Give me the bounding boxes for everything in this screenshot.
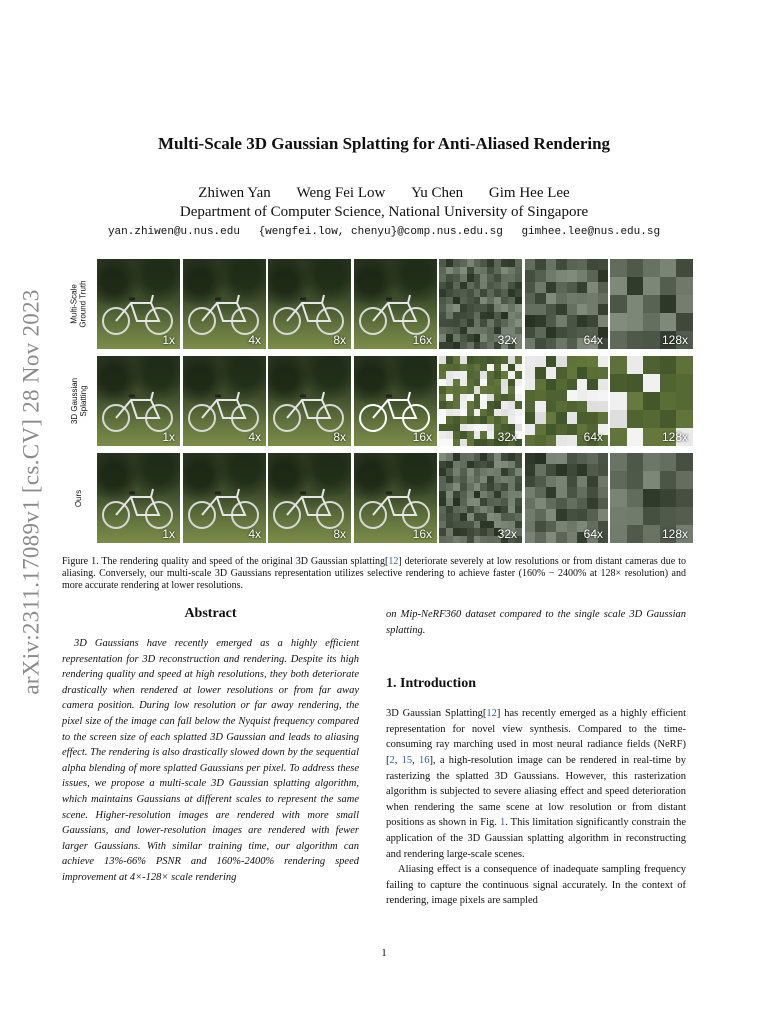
figure-tile	[439, 259, 522, 349]
scale-label: 16x	[412, 333, 432, 347]
citation-link[interactable]: 16	[419, 754, 430, 766]
abstract-heading: Abstract	[184, 606, 237, 621]
scale-label: 1x	[162, 333, 175, 347]
figure-tile	[268, 259, 351, 349]
figure-tile	[525, 453, 608, 543]
citation-link[interactable]: 12	[486, 708, 497, 720]
author: Weng Fei Low	[296, 185, 386, 201]
figure-tile	[610, 356, 693, 446]
left-column	[62, 606, 359, 886]
bicycle-graphic	[272, 483, 346, 531]
figure-tile	[183, 453, 266, 543]
page-number: 1	[381, 947, 387, 959]
bicycle-graphic	[187, 289, 261, 337]
figure-tile	[268, 356, 351, 446]
arxiv-stamp	[14, 262, 50, 722]
figure-tile	[525, 259, 608, 349]
scale-label: 32x	[497, 333, 517, 347]
scale-label: 16x	[412, 527, 432, 541]
citation-link[interactable]: 2	[389, 754, 395, 766]
paper-title: Multi-Scale 3D Gaussian Splatting for Anti-Aliased Rendering	[157, 134, 611, 153]
author: Yu Chen	[411, 185, 464, 201]
row-label-ground-truth	[64, 259, 94, 349]
scale-label: 4x	[248, 333, 261, 347]
text-run: . This limitation significantly constrain the application of the 3D Gaussian splatting algorithm in reconstructing and rendering large-scale scenes.	[386, 817, 686, 860]
section-heading: 1. Introduction	[386, 676, 476, 692]
figure-tile	[439, 356, 522, 446]
scale-label: 32x	[497, 527, 517, 541]
scale-label: 16x	[412, 430, 432, 444]
row-label-text: Multi-Scale Ground Truth	[70, 280, 89, 328]
bicycle-graphic	[358, 386, 432, 434]
row-label-text: Ours	[74, 489, 84, 507]
figure-caption	[62, 556, 686, 592]
right-column	[386, 607, 686, 909]
bicycle-graphic	[101, 289, 175, 337]
figure-tile	[183, 259, 266, 349]
scale-label: 128x	[661, 527, 688, 541]
intro-paragraph-2: Aliasing effect is a consequence of inadequate sampling frequency failing to capture the continuous signal accurately. In the context of rendering, image pixels are sampled	[386, 864, 686, 907]
figure-tile	[183, 356, 266, 446]
email-list	[0, 226, 768, 238]
bicycle-graphic	[101, 483, 175, 531]
scale-label: 8x	[333, 527, 346, 541]
scale-label: 32x	[497, 430, 517, 444]
author: Gim Hee Lee	[488, 185, 570, 201]
intro-paragraph-1	[386, 706, 686, 862]
bicycle-graphic	[187, 483, 261, 531]
scale-label: 64x	[583, 430, 603, 444]
bicycle-graphic	[358, 289, 432, 337]
row-label-ours	[64, 453, 94, 543]
scale-label: 8x	[333, 333, 346, 347]
row-label-text: 3D Gaussian Splatting	[70, 377, 88, 425]
scale-label: 4x	[248, 527, 261, 541]
figure-tile	[525, 356, 608, 446]
affiliation: Department of Computer Science, National University of Singapore	[179, 204, 589, 220]
figure-tile	[268, 453, 351, 543]
figure-tile	[97, 453, 180, 543]
scale-label: 1x	[162, 527, 175, 541]
figure-1	[64, 259, 688, 547]
scale-label: 64x	[583, 333, 603, 347]
abstract-continuation: on Mip-NeRF360 dataset compared to the single scale 3D Gaussian splatting.	[386, 609, 686, 636]
scale-label: 128x	[661, 430, 688, 444]
figure-tile	[610, 259, 693, 349]
row-label-3dgs	[64, 356, 94, 446]
bicycle-graphic	[358, 483, 432, 531]
arxiv-id: arXiv:2311.17089v1 [cs.CV] 28 Nov 2023	[19, 289, 44, 695]
author-list	[0, 185, 768, 202]
figure-tile	[439, 453, 522, 543]
scale-label: 128x	[661, 333, 688, 347]
text-run: 3D Gaussian Splatting[	[386, 708, 487, 720]
text-run: ,	[394, 754, 402, 766]
scale-label: 64x	[583, 527, 603, 541]
scale-label: 8x	[333, 430, 346, 444]
citation-link[interactable]: 12	[388, 556, 399, 567]
abstract-body: 3D Gaussians have recently emerged as a highly efficient representation for 3D reconstruction and rendering. Despite its high rendering quality and speed at high resolutions, they both deteriorate drastically when rendered at lower resolutions or from far away camera position. During low resolution or far away rendering, the pixel size of the image can fall below the Nyquist frequency compared to the screen size of each splatted 3D Gaussian and leads to aliasing effect. The rendering is also drastically slowed down by the sequential alpha blending of more splatted Gaussians per pixel. To address these issues, we propose a multi-scale 3D Gaussian splatting algorithm, which maintains Gaussians at different scales to represent the same scene. Higher-resolution images are rendered with more small Gaussians, and lower-resolution images are rendered with fewer larger Gaussians. With similar training time, our algorithm can achieve 13%-66% PSNR and 160%-2400% rendering speed improvement at 4×-128× scale rendering	[62, 638, 359, 883]
figure-tile	[97, 356, 180, 446]
figure-tile	[354, 259, 437, 349]
text-run: ], a high-resolution image can be rendered in real-time by rasterizing the splatted 3D Gaussians. However, this rasterization algorithm is subjected to severe aliasing effect and speed deterioration when rendering the same scene at low resolution or from distant positions as shown in Fig.	[386, 754, 687, 829]
bicycle-graphic	[101, 386, 175, 434]
email: gimhee.lee@nus.edu.sg	[521, 226, 661, 238]
email: {wengfei.low, chenyu}@comp.nus.edu.sg	[258, 226, 503, 238]
figure-tile	[610, 453, 693, 543]
email: yan.zhiwen@u.nus.edu	[107, 226, 240, 238]
figure-link[interactable]: 1	[499, 817, 506, 829]
caption-tail: ] deteriorate severely at low resolutions or from distant cameras due to aliasing. Conversely, our multi-scale 3D Gaussians representation utilizes selective rendering to achieve faster (160% − 2400% at 128× resolution) and more accurate rendering at lower resolutions.	[62, 556, 686, 591]
bicycle-graphic	[272, 289, 346, 337]
figure-tile	[354, 453, 437, 543]
scale-label: 4x	[248, 430, 261, 444]
scale-label: 1x	[162, 430, 175, 444]
caption-lead: Figure 1. The rendering quality and speed of the original 3D Gaussian splatting[	[62, 556, 389, 567]
figure-tile	[354, 356, 437, 446]
text-run: ,	[412, 754, 419, 766]
citation-link[interactable]: 15	[401, 754, 413, 766]
text-run: ] has recently emerged as a highly efficient representation for novel view synthesis. Compared to the time-consuming ray marching used in most neural radiance fields (NeRF) [	[386, 708, 686, 766]
author: Zhiwen Yan	[198, 185, 271, 201]
figure-tile	[97, 259, 180, 349]
bicycle-graphic	[272, 386, 346, 434]
bicycle-graphic	[187, 386, 261, 434]
